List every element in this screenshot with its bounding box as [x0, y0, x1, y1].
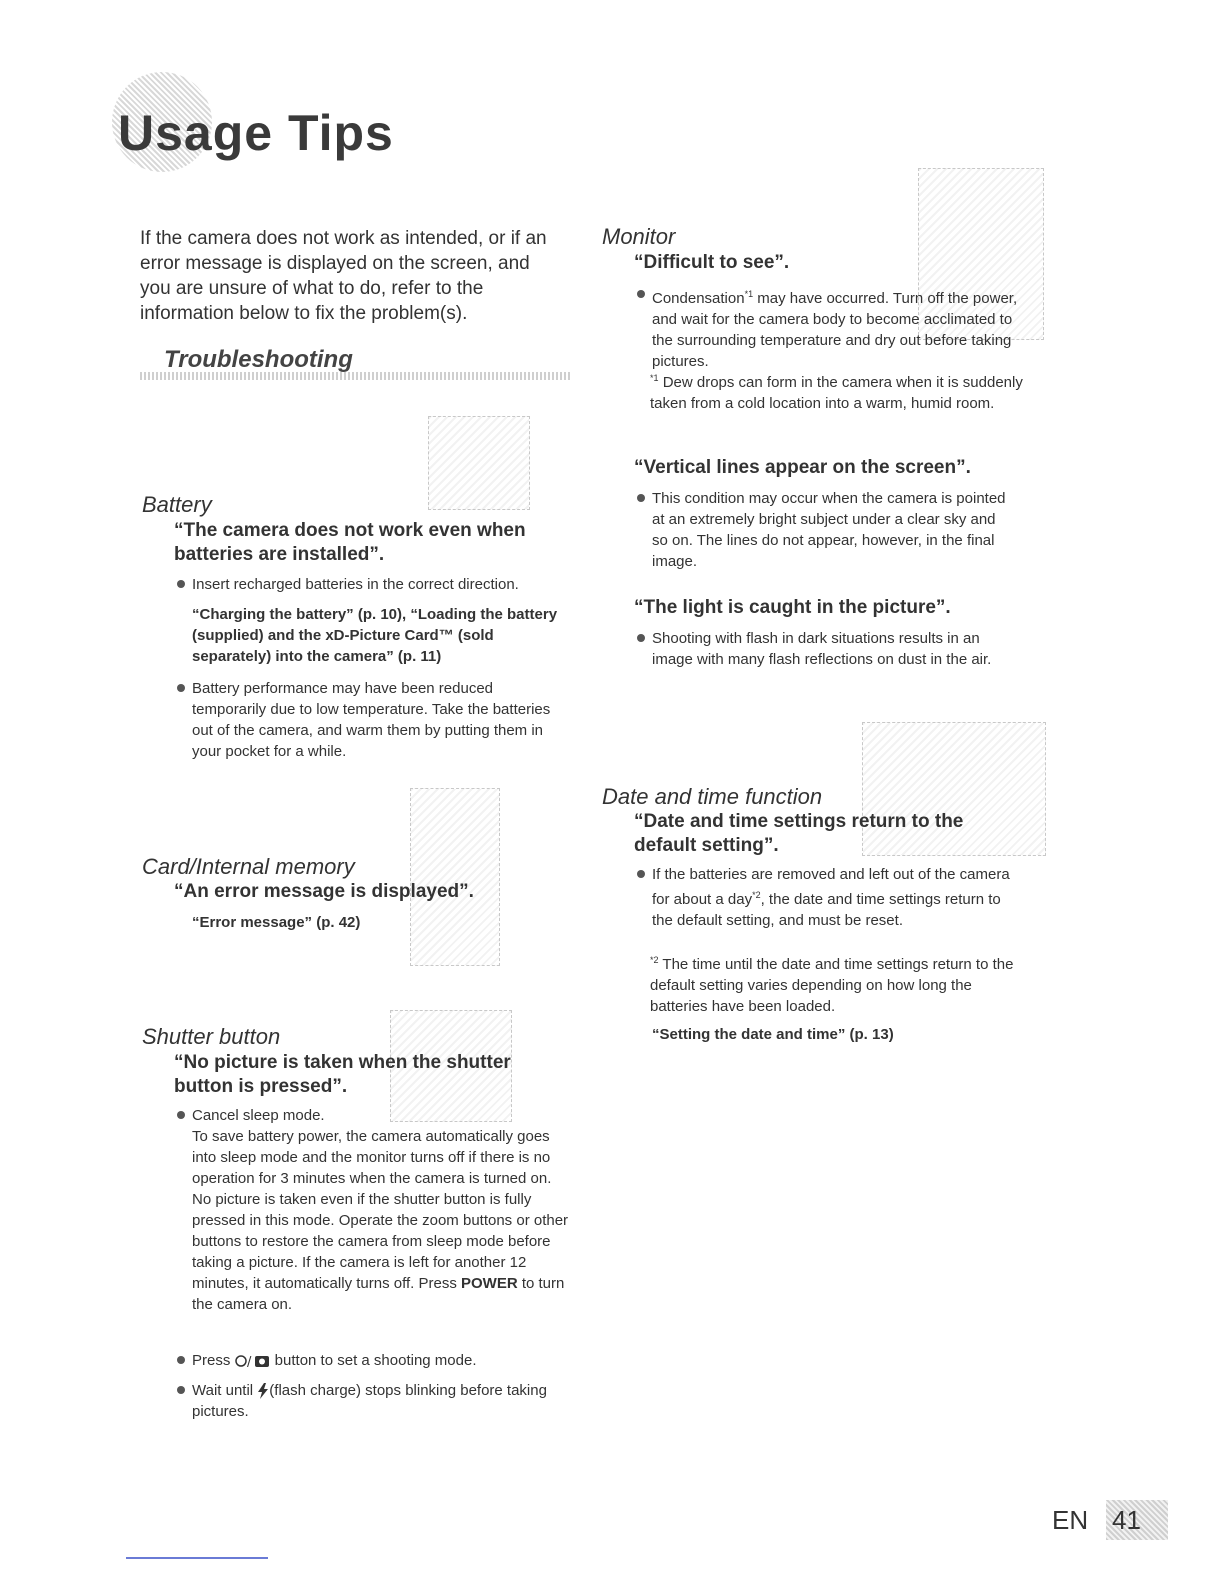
shutter-section-title: Shutter button [142, 1024, 281, 1049]
condensation-text: Condensation [652, 290, 745, 307]
monitor-section-title: Monitor [602, 224, 676, 249]
power-button-label: POWER [461, 1275, 518, 1292]
battery-bullet-direction: Insert recharged batteries in the correct direction. [192, 574, 564, 595]
shutter-bullet-mode-pre: Press [192, 1352, 235, 1369]
date-section-title: Date and time function [602, 784, 823, 809]
date-bullet [652, 864, 1012, 931]
date-bullet-text: If the batteries are removed and left out of the camera for about a day [652, 866, 1010, 908]
shutter-bullet-sleep-body: To save battery power, the camera automatically goes into sleep mode and the monitor turns off if there is no operation for 3 minutes when the camera is turned on. No picture is taken even if the shutter button is fully pressed in this mode. Operate the zoom buttons or other buttons to restore the camera from sleep mode before taking a picture. If the camera is left for another 12 minutes, it automatically turns off. Press [192, 1128, 569, 1292]
monitor-footnote [650, 368, 1036, 414]
language-label: EN [1052, 1505, 1089, 1535]
monitor-quote-vertical-lines: “Vertical lines appear on the screen”. [634, 457, 971, 478]
battery-bullet-temperature: Battery performance may have been reduced temporarily due to low temperature. Take the batteries out of the camera, and warm them by putting them in your pocket for a while. [192, 680, 551, 760]
intro-paragraph: If the camera does not work as intended, or if an error message is displayed on the screen, and you are unsure of what to do, refer to the information below to fix the problem(s). [140, 228, 547, 324]
playback-camera-mode-icon [235, 1353, 271, 1369]
card-quote: “An error message is displayed”. [174, 881, 474, 902]
monitor-quote-difficult: “Difficult to see”. [634, 252, 790, 273]
date-footnote [650, 950, 1030, 1017]
card-illustration [410, 788, 500, 966]
shutter-bullet-sleep-body-end: to turn the camera on. [192, 1275, 565, 1313]
page-number: 41 [1112, 1505, 1141, 1535]
shutter-bullet-flash-post: (flash charge) stops blinking before taking pictures. [192, 1382, 547, 1420]
footnote-marker: *2 [752, 890, 761, 900]
card-section-title: Card/Internal memory [142, 854, 355, 879]
monitor-bullet-vertical-lines: This condition may occur when the camera is pointed at an extremely bright subject under a clear sky and so on. The lines do not appear, however, in the final image. [652, 488, 1012, 572]
battery-illustration [428, 416, 530, 510]
date-bullet-text-rest: , the date and time settings return to the default setting, and must be reset. [652, 891, 1001, 929]
card-reference: “Error message” (p. 42) [192, 914, 361, 931]
shutter-bullet-flash-pre: Wait until [192, 1382, 258, 1399]
monitor-quote-light: “The light is caught in the picture”. [634, 597, 951, 618]
shutter-bullet-sleep-title: Cancel sleep mode. [192, 1107, 325, 1124]
bottom-rule [126, 1557, 268, 1559]
date-quote: “Date and time settings return to the default setting”. [634, 811, 964, 856]
battery-reference: “Charging the battery” (p. 10), “Loading the battery (supplied) and the xD-Picture Card™ (sold separately) into the camera” (p. 11) [192, 606, 558, 665]
monitor-bullet-condensation [652, 284, 1036, 372]
page-title: Usage Tips [118, 105, 394, 161]
battery-quote: “The camera does not work even when batteries are installed”. [174, 520, 526, 565]
shutter-bullet-mode-post: button to set a shooting mode. [270, 1352, 477, 1369]
monitor-footnote-text: Dew drops can form in the camera when it is suddenly taken from a cold location into a warm, humid room. [650, 374, 1023, 412]
footnote-marker: *2 [650, 955, 659, 965]
monitor-bullet-light: Shooting with flash in dark situations results in an image with many flash reflections on dust in the air. [652, 628, 1012, 670]
condensation-text-rest: may have occurred. Turn off the power, and wait for the camera body to become acclimated to the surrounding temperature and dry out before taking pictures. [652, 290, 1018, 370]
footnote-marker: *1 [650, 373, 659, 383]
svg-text:/: / [246, 1355, 251, 1370]
footnote-marker: *1 [744, 289, 754, 299]
shutter-bullet-sleep [192, 1105, 570, 1315]
date-reference: “Setting the date and time” (p. 13) [652, 1026, 894, 1043]
flash-charge-icon [257, 1383, 269, 1399]
shutter-bullet-flash [192, 1380, 570, 1422]
troubleshooting-heading-text: Troubleshooting [164, 346, 353, 373]
battery-section-title: Battery [142, 492, 212, 517]
date-footnote-text: The time until the date and time settings return to the default setting varies depending on how long the batteries have been loaded. [650, 956, 1014, 1015]
shutter-bullet-mode [192, 1350, 570, 1371]
shutter-quote: “No picture is taken when the shutter button is pressed”. [174, 1052, 511, 1097]
troubleshooting-heading [140, 340, 572, 386]
